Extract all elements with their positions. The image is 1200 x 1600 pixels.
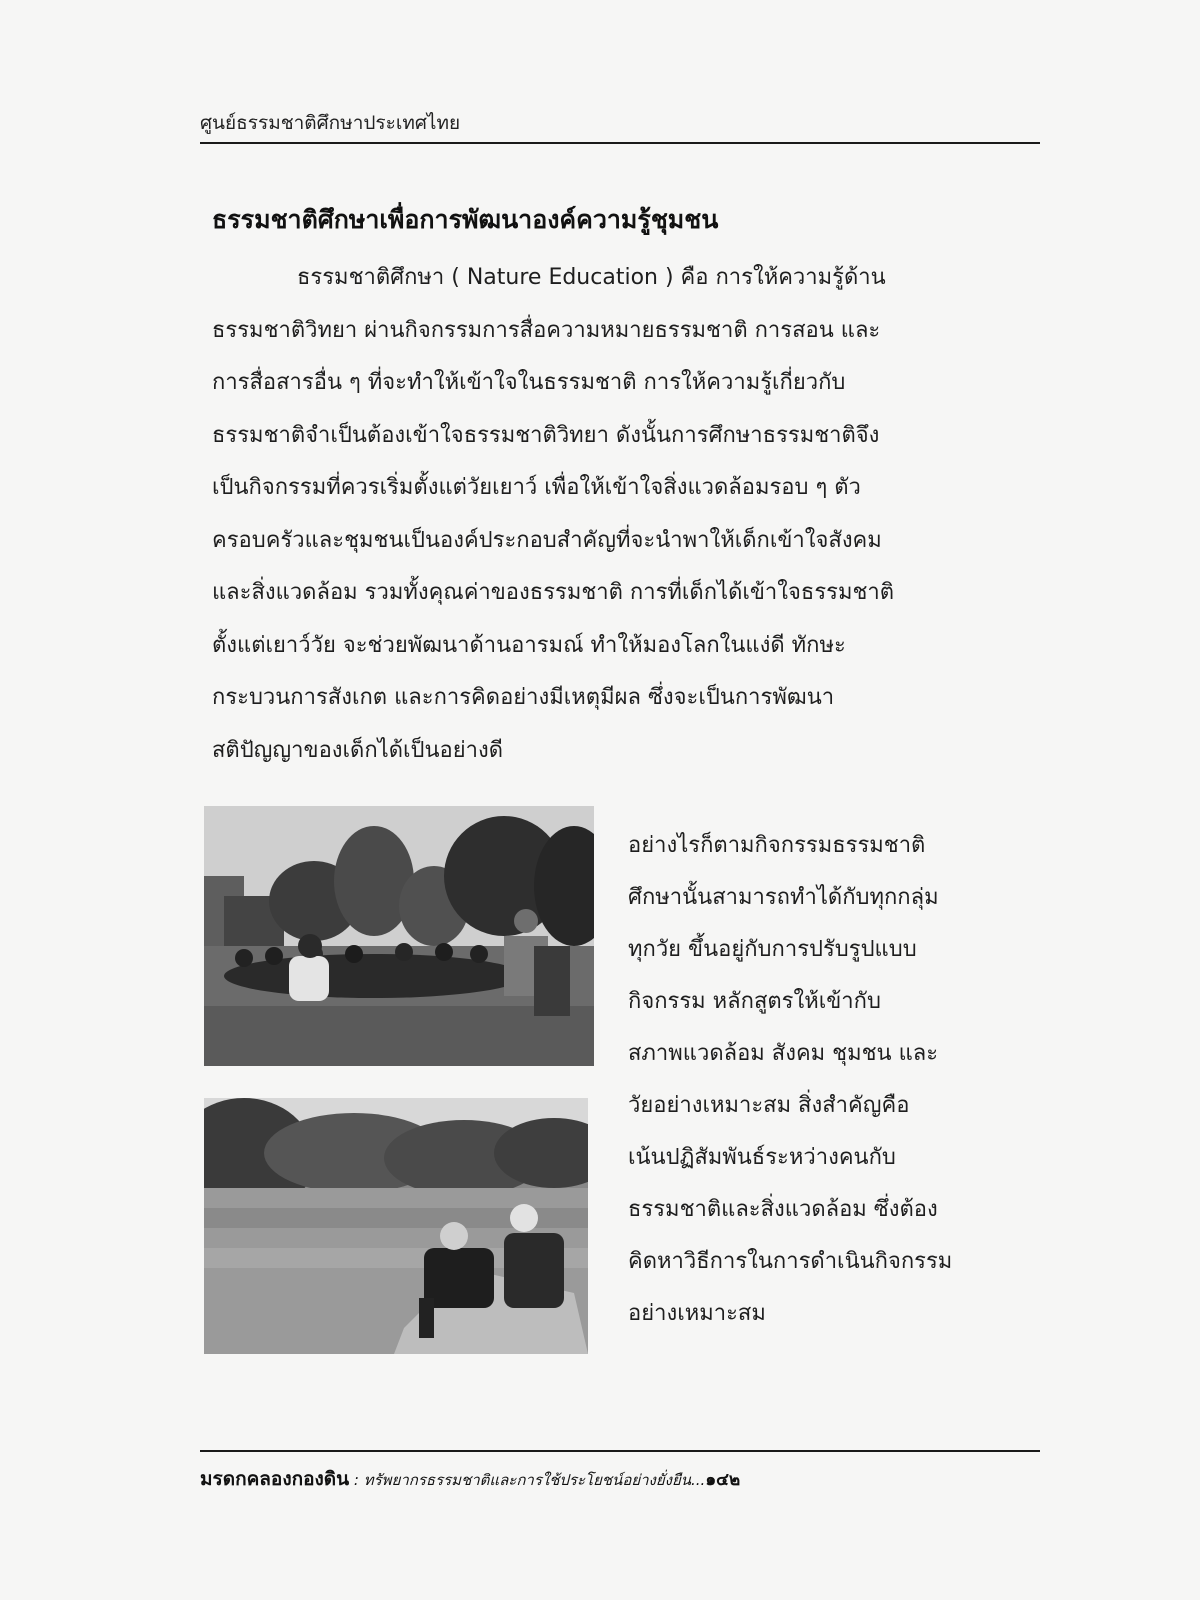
side-line: เน้นปฏิสัมพันธ์ระหว่างคนกับ <box>628 1145 896 1170</box>
footer-divider <box>200 1450 1040 1452</box>
intro-line: ธรรมชาติวิทยา ผ่านกิจกรรมการสื่อความหมายธรรมชาติ การสอน และ <box>212 317 881 343</box>
footer <box>200 1464 740 1494</box>
side-line: สภาพแวดล้อม สังคม ชุมชน และ <box>628 1041 939 1066</box>
side-line: อย่างไรก็ตามกิจกรรมธรรมชาติ <box>628 833 926 858</box>
running-header: ศูนย์ธรรมชาติศึกษาประเทศไทย <box>200 112 461 134</box>
intro-line: ตั้งแต่เยาว์วัย จะช่วยพัฒนาด้านอารมณ์ ทำให้มองโลกในแง่ดี ทักษะ <box>212 632 846 658</box>
side-line: ศึกษานั้นสามารถทำได้กับทุกกลุ่ม <box>628 885 939 910</box>
side-paragraph <box>628 820 1028 1340</box>
section-heading: ธรรมชาติศึกษาเพื่อการพัฒนาองค์ความรู้ชุมชน <box>212 205 719 234</box>
footer-subtitle: ทรัพยากรธรรมชาติและการใช้ประโยชน์อย่างยั่งยืน... <box>363 1471 706 1489</box>
intro-line: ธรรมชาติจำเป็นต้องเข้าใจธรรมชาติวิทยา ดังนั้นการศึกษาธรรมชาติจึง <box>212 422 880 448</box>
side-line: ธรรมชาติและสิ่งแวดล้อม ซึ่งต้อง <box>628 1197 938 1222</box>
photo-group-on-lawn <box>204 806 594 1066</box>
side-line: คิดหาวิธีการในการดำเนินกิจกรรม <box>628 1249 953 1274</box>
side-line: วัยอย่างเหมาะสม สิ่งสำคัญคือ <box>628 1093 910 1118</box>
intro-line: สติปัญญาของเด็กได้เป็นอย่างดี <box>212 737 504 763</box>
side-line: ทุกวัย ขึ้นอยู่กับการปรับรูปแบบ <box>628 937 917 962</box>
page-number: ๑๔๒ <box>705 1470 741 1490</box>
footer-book-title: มรดกคลองกองดิน <box>200 1468 350 1490</box>
intro-line: และสิ่งแวดล้อม รวมทั้งคุณค่าของธรรมชาติ การที่เด็กได้เข้าใจธรรมชาติ <box>212 580 895 605</box>
side-line: กิจกรรม หลักสูตรให้เข้ากับ <box>628 989 881 1014</box>
intro-line: ธรรมชาติศึกษา ( Nature Education ) คือ การให้ความรู้ด้าน <box>297 265 886 290</box>
intro-line: การสื่อสารอื่น ๆ ที่จะทำให้เข้าใจในธรรมชาติ การให้ความรู้เกี่ยวกับ <box>212 370 846 395</box>
intro-line: เป็นกิจกรรมที่ควรเริ่มตั้งแต่วัยเยาว์ เพื่อให้เข้าใจสิ่งแวดล้อมรอบ ๆ ตัว <box>212 475 861 500</box>
footer-separator: : <box>349 1471 364 1489</box>
intro-line: ครอบครัวและชุมชนเป็นองค์ประกอบสำคัญที่จะนำพาให้เด็กเข้าใจสังคม <box>212 527 882 553</box>
intro-line: กระบวนการสังเกต และการคิดอย่างมีเหตุมีผล ซึ่งจะเป็นการพัฒนา <box>212 685 835 710</box>
photo-children-by-pond <box>204 1098 588 1354</box>
side-line: อย่างเหมาะสม <box>628 1301 766 1326</box>
intro-paragraph <box>212 252 1040 777</box>
header-divider <box>200 142 1040 144</box>
